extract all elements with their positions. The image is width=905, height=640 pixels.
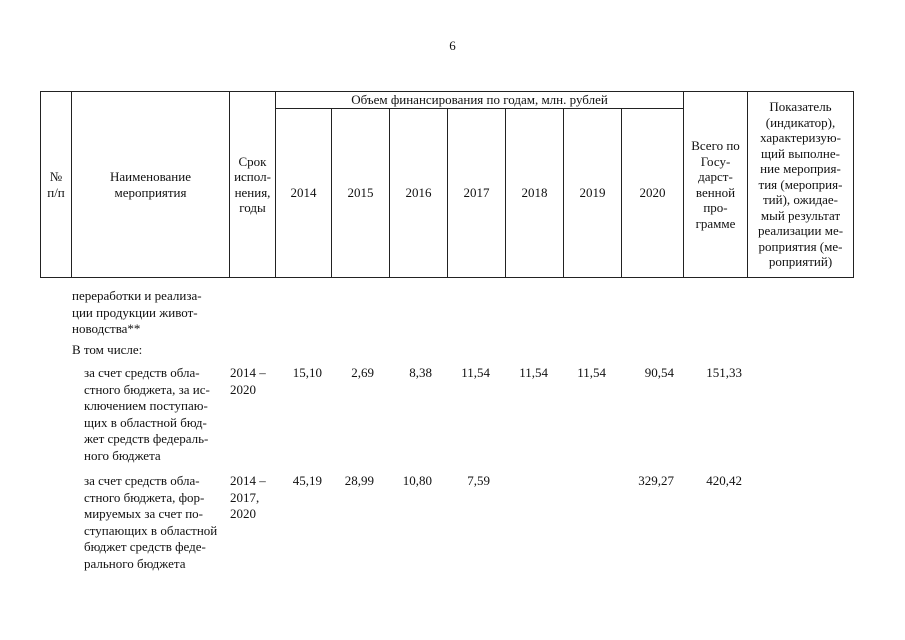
header-year-2020: 2020 bbox=[622, 109, 684, 278]
header-year-2016: 2016 bbox=[390, 109, 448, 278]
row-0-name: переработки и реализа- ции продукции живот- новодства** bbox=[72, 288, 202, 336]
row-2-name: за счет средств обла- стного бюджета, за ис- ключением поступаю- щих в областной бюд- жет средств федераль- ного бюджета bbox=[84, 365, 210, 463]
header-num: № п/п bbox=[41, 92, 72, 278]
header-year-2019: 2019 bbox=[564, 109, 622, 278]
header-year-2015: 2015 bbox=[332, 109, 390, 278]
row-3-total: 420,42 bbox=[706, 473, 742, 488]
header-year-2018: 2018 bbox=[506, 109, 564, 278]
row-3-term: 2014 – 2017, 2020 bbox=[230, 473, 266, 521]
header-year-2014: 2014 bbox=[276, 109, 332, 278]
row-2-value-2020: 90,54 bbox=[644, 365, 674, 380]
row-3-value-2020: 329,27 bbox=[638, 473, 674, 488]
row-3-value-2015: 28,99 bbox=[344, 473, 374, 488]
row-3-value-2014: 45,19 bbox=[292, 473, 322, 488]
header-year-2017: 2017 bbox=[448, 109, 506, 278]
row-2-value-2019: 11,54 bbox=[577, 365, 606, 380]
header-funding-title: Объем финансирования по годам, млн. рублей bbox=[276, 92, 684, 109]
header-total: Всего по Госу- дарст- венной про- грамме bbox=[684, 92, 748, 278]
row-2-value-2018: 11,54 bbox=[519, 365, 548, 380]
row-2-value-2016: 8,38 bbox=[409, 365, 432, 380]
row-2-total: 151,33 bbox=[706, 365, 742, 380]
header-term: Срок испол- нения, годы bbox=[230, 92, 276, 278]
header-name: Наименование мероприятия bbox=[72, 92, 230, 278]
table-header bbox=[40, 91, 854, 278]
header-indicator: Показатель (индикатор), характеризую- щий выполне- ние мероприя- тия (мероприя- тий), ожидае- мый результат реализации ме- роприятия (ме- роприятий) bbox=[748, 92, 854, 278]
row-2-value-2015: 2,69 bbox=[351, 365, 374, 380]
row-2-term: 2014 – 2020 bbox=[230, 365, 266, 397]
row-3-value-2016: 10,80 bbox=[402, 473, 432, 488]
row-3-value-2017: 7,59 bbox=[467, 473, 490, 488]
row-3-name: за счет средств обла- стного бюджета, фор- мируемых за счет по- ступающих в областной бюджет средств феде- рального бюджета bbox=[84, 473, 218, 571]
page-number: 6 bbox=[449, 38, 456, 53]
row-1-name: В том числе: bbox=[72, 342, 143, 357]
row-2-value-2014: 15,10 bbox=[292, 365, 322, 380]
row-2-value-2017: 11,54 bbox=[461, 365, 490, 380]
